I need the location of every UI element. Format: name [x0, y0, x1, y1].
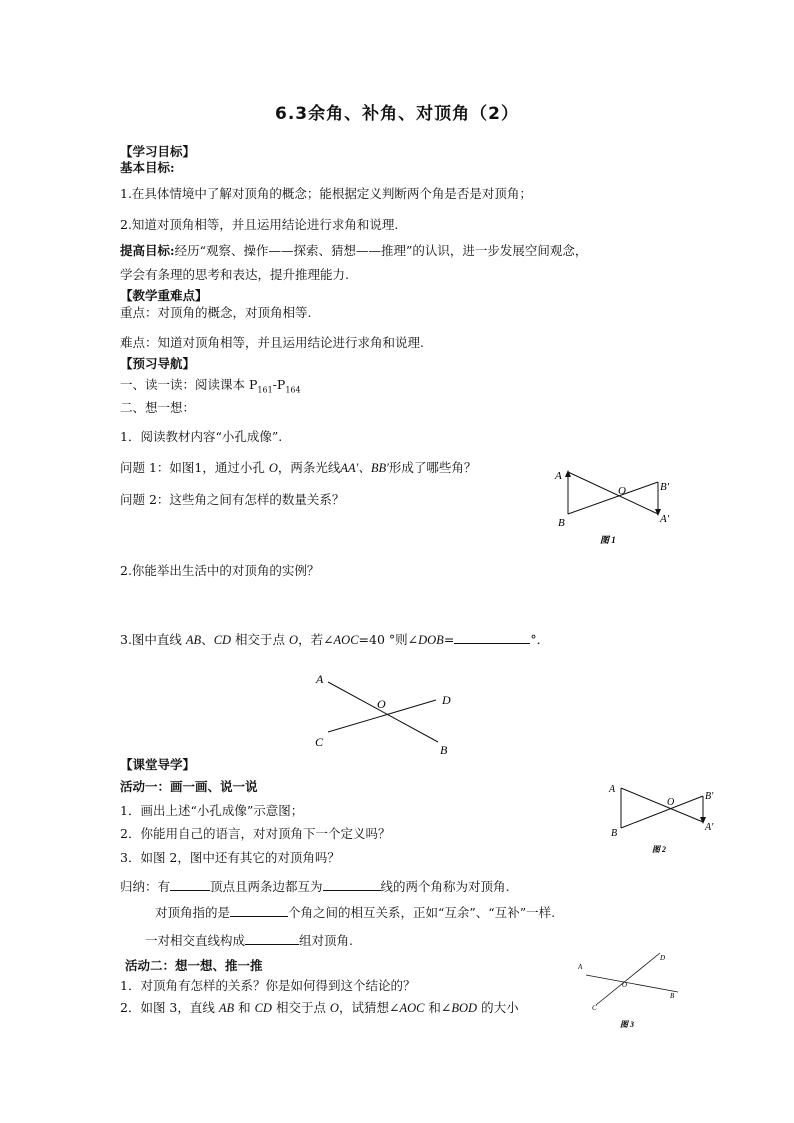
advanced-objective-label: 提高目标: — [120, 243, 175, 258]
page-start-subscript: 161 — [257, 385, 273, 395]
basic-objective-label: 基本目标: — [120, 160, 175, 175]
summary-end: 线的两个角称为对顶角. — [380, 879, 510, 894]
summary-blank-2[interactable] — [323, 878, 381, 891]
preview-read — [120, 377, 301, 399]
summary-blank-4[interactable] — [245, 932, 299, 945]
a2-angle-bod: BOD — [451, 1001, 478, 1015]
preview-read-mid: -P — [272, 377, 286, 392]
fig1-label-o: O — [618, 485, 626, 497]
summary-prefix: 归纳：有 — [120, 879, 171, 894]
figure-1-pinhole — [548, 462, 678, 552]
a2-item2-prefix: 2．如图 3，直线 — [120, 1000, 219, 1015]
q3-cond: ，若∠ — [298, 632, 334, 647]
objective-item-1: 1.在具体情境中了解对顶角的概念；能根据定义判断两个角是否是对顶角； — [120, 186, 532, 201]
page-end-subscript: 164 — [285, 385, 301, 395]
a2-point-o: O — [329, 1001, 339, 1015]
problem-1-point-o: O — [268, 461, 278, 475]
q3-fig-label-d: D — [442, 693, 451, 707]
summary-mid: 顶点且两条边都互为 — [210, 879, 323, 894]
a2-and2: 和∠ — [424, 1000, 452, 1015]
fig2-label-o: O — [667, 797, 675, 808]
ray-bb1 — [568, 482, 658, 514]
fig2-label-a: A — [609, 784, 616, 795]
a2-guess: ，试猜想∠ — [338, 1000, 400, 1015]
fig2-label-b: B — [611, 828, 618, 839]
advanced-objective — [120, 243, 587, 259]
q3-fig-label-a: A — [316, 672, 324, 686]
q3-fig-label-c: C — [315, 735, 324, 749]
summary-line-1 — [120, 878, 510, 895]
page-title: 6.3余角、补角、对顶角（2） — [275, 104, 519, 124]
q3-end: °． — [530, 632, 550, 647]
summary-line-2 — [155, 904, 555, 921]
q3-fig-label-o: O — [377, 697, 386, 711]
summary-line-3-prefix: 一对相交直线构成 — [145, 933, 246, 948]
line-ab — [328, 682, 438, 742]
summary-line-2-end: 个角之间的相互关系，正如“互余”、“互补”一样. — [288, 905, 556, 920]
fig3-label-b: B — [670, 992, 675, 1000]
problem-1 — [120, 460, 476, 476]
figure-q3-intersecting-lines — [310, 668, 460, 760]
key-point-difficulty: 难点：知道对顶角相等，并且运用结论进行求角和说理. — [120, 335, 424, 350]
a2-end: 的大小 — [477, 1000, 519, 1015]
q3-eq: = — [443, 632, 455, 647]
activity-1-heading: 活动一：画一画、说一说 — [120, 779, 258, 794]
activity-2-heading: 活动二：想一想、推一推 — [125, 958, 263, 973]
summary-line-3 — [145, 932, 353, 949]
q3-value: =40 °则∠ — [358, 632, 419, 647]
fig3-label-o: O — [622, 981, 628, 989]
fig1-caption: 图 1 — [600, 535, 616, 545]
a2-mid: 相交于点 — [271, 1000, 330, 1015]
fig2-label-b1: B′ — [705, 791, 714, 802]
preview-read-text: 一、读一读：阅读课本 P — [120, 377, 258, 392]
problem-1-mid: ，两条光线 — [277, 460, 341, 475]
fig2-caption: 图 2 — [652, 845, 666, 854]
fig2-ray-bb1 — [621, 796, 703, 828]
q3-fig-label-b: B — [440, 743, 448, 757]
preview-question-2: 2.你能举出生活中的对顶角的实例？ — [120, 563, 320, 578]
activity-2-item-1: 1．对顶角有怎样的关系？你是如何得到这个结论的？ — [120, 978, 416, 993]
q3-prefix: 3.图中直线 — [120, 632, 186, 647]
summary-line-2-prefix: 对顶角指的是 — [155, 905, 231, 920]
key-points-heading: 【教学重难点】 — [120, 288, 208, 303]
fig2-ray-aa1 — [621, 788, 703, 822]
fig3-line-ab — [586, 975, 678, 992]
a2-line-ab: AB — [218, 1001, 235, 1015]
summary-line-3-end: 组对顶角. — [299, 933, 353, 948]
a2-angle-aoc: AOC — [399, 1001, 425, 1015]
a2-and: 和 — [234, 1000, 255, 1015]
q3-line-ab: AB — [185, 633, 202, 647]
preview-question-1: 1．阅读教材内容“小孔成像”. — [120, 429, 283, 444]
activity-2-item-2 — [120, 1000, 519, 1016]
classroom-heading: 【课堂导学】 — [120, 757, 196, 772]
fig1-label-b: B — [558, 517, 565, 529]
figure-3-intersecting-lines — [568, 948, 688, 1032]
activity-1-item-3: 3．如图 2，图中还有其它的对顶角吗？ — [120, 850, 340, 865]
objectives-heading: 【学习目标】 — [120, 144, 196, 159]
preview-heading: 【预习导航】 — [120, 356, 196, 371]
problem-1-suffix: 形成了哪些角？ — [388, 460, 477, 475]
fig3-label-a: A — [578, 963, 583, 971]
q3-point-o: O — [289, 633, 299, 647]
fig2-label-a1: A′ — [705, 822, 714, 833]
key-point-focus: 重点：对顶角的概念，对顶角相等. — [120, 305, 312, 320]
problem-2: 问题 2：这些角之间有怎样的数量关系？ — [120, 492, 345, 507]
activity-1-item-1: 1．画出上述“小孔成像”示意图； — [120, 803, 304, 818]
activity-1-item-2: 2．你能用自己的语言，对对顶角下一个定义吗？ — [120, 826, 391, 841]
fig3-caption: 图 3 — [620, 1020, 634, 1029]
ray-aa1 — [568, 472, 658, 514]
q3-angle-aoc: AOC — [333, 633, 359, 647]
fig1-label-b1: B′ — [660, 481, 670, 493]
q3-answer-blank[interactable] — [454, 631, 530, 644]
problem-1-prefix: 问题 1：如图1，通过小孔 — [120, 460, 269, 475]
problem-1-rays: AA′、BB′ — [340, 461, 389, 475]
fig1-label-a1: A′ — [660, 513, 670, 525]
advanced-objective-line-1: 经历“观察、操作——探索、猜想——推理”的认识，进一步发展空间观念， — [174, 243, 588, 258]
a2-line-cd: CD — [254, 1001, 272, 1015]
q3-mid: 相交于点 — [231, 632, 290, 647]
objective-item-2: 2.知道对顶角相等，并且运用结论进行求角和说理. — [120, 217, 399, 232]
summary-blank-1[interactable] — [170, 878, 210, 891]
fig3-label-c: C — [592, 1004, 597, 1012]
q3-sep: 、 — [201, 632, 214, 647]
preview-question-3 — [120, 631, 549, 648]
figure-2-pinhole — [605, 778, 720, 858]
q3-angle-dob: DOB — [418, 633, 444, 647]
fig1-label-a: A — [555, 470, 562, 482]
preview-think: 二、想一想： — [120, 400, 196, 415]
advanced-objective-line-2: 学会有条理的思考和表达，提升推理能力. — [120, 267, 349, 282]
fig3-label-d: D — [660, 954, 666, 962]
summary-blank-3[interactable] — [230, 904, 288, 917]
q3-line-cd: CD — [213, 633, 232, 647]
